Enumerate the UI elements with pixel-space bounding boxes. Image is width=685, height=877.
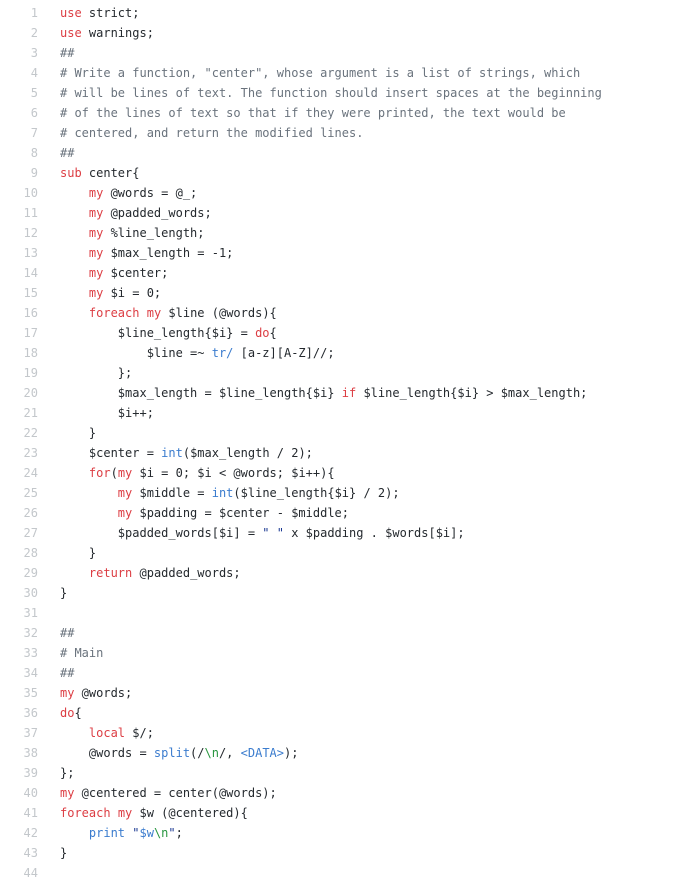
code-line	[0, 583, 685, 603]
code-line	[0, 63, 685, 83]
code-text: }	[60, 586, 68, 600]
line-number[interactable]: 12	[23, 226, 38, 240]
code-text: my %line_length;	[88, 226, 205, 240]
code-text: @words = split(/\n/, <DATA>);	[60, 746, 299, 760]
code-text: my @padded_words;	[88, 206, 212, 220]
code-line	[0, 323, 685, 343]
code-text: my $i = 0;	[88, 286, 162, 300]
code-text: $padded_words[$i] = " " x $padding . $words[$i];	[60, 526, 465, 540]
line-number[interactable]: 44	[23, 866, 38, 877]
code-line	[0, 783, 685, 803]
line-number[interactable]: 16	[23, 306, 38, 320]
code-line	[0, 23, 685, 43]
line-number[interactable]: 35	[23, 686, 38, 700]
line-number[interactable]: 5	[30, 86, 38, 100]
code-text: $center = int($max_length / 2);	[60, 446, 313, 460]
line-number[interactable]: 30	[23, 586, 38, 600]
line-number[interactable]: 25	[23, 486, 38, 500]
code-text: # Write a function, "center", whose argument is a list of strings, which	[60, 66, 581, 80]
code-line	[0, 183, 685, 203]
code-line	[0, 243, 685, 263]
line-number[interactable]: 4	[30, 66, 38, 80]
line-number[interactable]: 8	[30, 146, 38, 160]
code-text: $max_length = $line_length{$i} if $line_length{$i} > $max_length;	[60, 386, 588, 400]
code-line	[0, 763, 685, 783]
line-number[interactable]: 41	[23, 806, 38, 820]
line-number[interactable]: 1	[30, 6, 38, 20]
line-number[interactable]: 7	[30, 126, 38, 140]
line-number[interactable]: 24	[23, 466, 38, 480]
line-number[interactable]: 31	[23, 606, 38, 620]
code-text: ##	[60, 146, 75, 160]
code-text: my $padding = $center - $middle;	[117, 506, 349, 520]
code-line	[0, 463, 685, 483]
code-text: $line =~ tr/ [a-z][A-Z]//;	[60, 346, 335, 360]
code-area	[0, 3, 685, 877]
code-line	[0, 563, 685, 583]
line-number[interactable]: 34	[23, 666, 38, 680]
code-text: ##	[60, 46, 75, 60]
line-number[interactable]: 21	[23, 406, 38, 420]
line-number[interactable]: 39	[23, 766, 38, 780]
line-number[interactable]: 28	[23, 546, 38, 560]
code-text: # will be lines of text. The function should insert spaces at the beginning	[60, 86, 602, 100]
line-number[interactable]: 20	[23, 386, 38, 400]
code-line	[0, 343, 685, 363]
code-line	[0, 743, 685, 763]
code-line	[0, 223, 685, 243]
code-line	[0, 43, 685, 63]
line-number[interactable]: 3	[30, 46, 38, 60]
code-text: my @centered = center(@words);	[60, 786, 277, 800]
code-line	[0, 643, 685, 663]
code-line	[0, 863, 685, 877]
code-text: local $/;	[88, 726, 154, 740]
code-text: my @words = @_;	[88, 186, 198, 200]
code-text: do{	[60, 706, 82, 720]
code-text: print "$w\n";	[88, 826, 183, 840]
code-text: sub center{	[60, 166, 140, 180]
code-text: ##	[60, 666, 75, 680]
code-text: my $middle = int($line_length{$i} / 2);	[117, 486, 400, 500]
line-number[interactable]: 43	[23, 846, 38, 860]
line-number[interactable]: 23	[23, 446, 38, 460]
code-line	[0, 623, 685, 643]
code-line	[0, 283, 685, 303]
code-line	[0, 103, 685, 123]
code-line	[0, 703, 685, 723]
code-text: my @words;	[60, 686, 133, 700]
code-text: ##	[60, 626, 75, 640]
code-text: # Main	[60, 646, 104, 660]
line-number[interactable]: 11	[23, 206, 38, 220]
code-line	[0, 163, 685, 183]
line-number[interactable]: 15	[23, 286, 38, 300]
code-text: foreach my $w (@centered){	[60, 806, 248, 820]
code-text: # of the lines of text so that if they were printed, the text would be	[60, 106, 566, 120]
line-number[interactable]: 38	[23, 746, 38, 760]
line-number[interactable]: 17	[23, 326, 38, 340]
code-text: $i++;	[60, 406, 154, 420]
code-line	[0, 83, 685, 103]
line-number[interactable]: 10	[23, 186, 38, 200]
line-number[interactable]: 13	[23, 246, 38, 260]
code-text: };	[60, 766, 75, 780]
line-number[interactable]: 26	[23, 506, 38, 520]
code-line	[0, 823, 685, 843]
code-line	[0, 263, 685, 283]
code-text: for(my $i = 0; $i < @words; $i++){	[88, 466, 335, 480]
code-line	[0, 403, 685, 423]
code-line	[0, 383, 685, 403]
code-line	[0, 683, 685, 703]
code-line	[0, 483, 685, 503]
code-line	[0, 503, 685, 523]
code-line	[0, 303, 685, 323]
line-number[interactable]: 6	[30, 106, 38, 120]
line-number[interactable]: 40	[23, 786, 38, 800]
code-text: # centered, and return the modified lines.	[60, 126, 364, 140]
code-text: }	[60, 426, 97, 440]
code-line	[0, 603, 685, 623]
code-line	[0, 203, 685, 223]
code-line	[0, 3, 685, 23]
code-text: use warnings;	[60, 26, 154, 40]
line-number[interactable]: 33	[23, 646, 38, 660]
line-number[interactable]: 22	[23, 426, 38, 440]
code-text: use strict;	[60, 6, 140, 20]
code-line	[0, 523, 685, 543]
code-text: }	[60, 846, 68, 860]
code-line	[0, 543, 685, 563]
line-number[interactable]: 14	[23, 266, 38, 280]
code-text: };	[60, 366, 133, 380]
code-line	[0, 803, 685, 823]
line-number[interactable]: 27	[23, 526, 38, 540]
code-line	[0, 143, 685, 163]
code-text: foreach my $line (@words){	[88, 306, 277, 320]
code-line	[0, 843, 685, 863]
line-number[interactable]: 29	[23, 566, 38, 580]
line-number[interactable]: 19	[23, 366, 38, 380]
line-number[interactable]: 37	[23, 726, 38, 740]
code-line	[0, 363, 685, 383]
code-line	[0, 723, 685, 743]
code-text: my $center;	[88, 266, 169, 280]
code-line	[0, 123, 685, 143]
code-line	[0, 663, 685, 683]
code-text: $line_length{$i} = do{	[60, 326, 277, 340]
line-number[interactable]: 42	[23, 826, 38, 840]
line-number[interactable]: 18	[23, 346, 38, 360]
code-text: }	[60, 546, 97, 560]
code-line	[0, 443, 685, 463]
line-number[interactable]: 32	[23, 626, 38, 640]
code-text: return @padded_words;	[88, 566, 241, 580]
line-number[interactable]: 2	[30, 26, 38, 40]
code-text: my $max_length = -1;	[88, 246, 234, 260]
line-number[interactable]: 36	[23, 706, 38, 720]
line-number[interactable]: 9	[30, 166, 38, 180]
code-line	[0, 423, 685, 443]
